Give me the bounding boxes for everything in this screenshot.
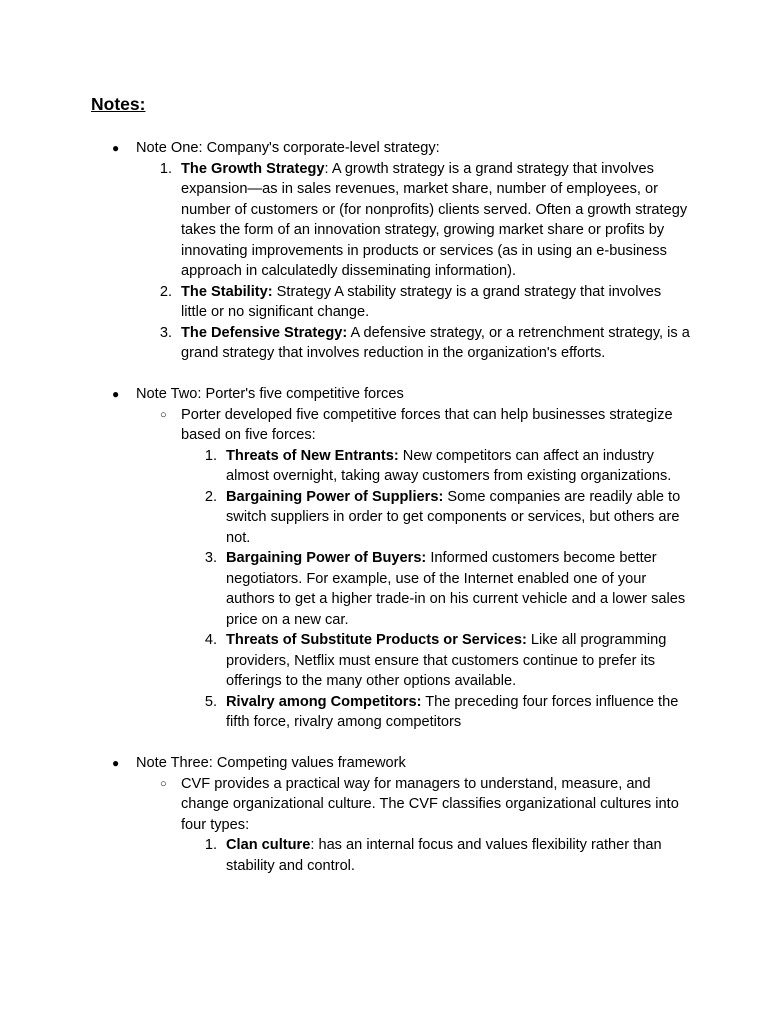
item-text: : A growth strategy is a grand strategy that involves expansion—as in sales revenues, market share, number of employees, or number of customers or (for nonprofits) clients served. Often a growth strategy takes the form of an innovation strategy, growing market share or profits by innovating improvements in products or services (as in using an e-business approach in calculatedly disseminating information). [181, 160, 688, 279]
list-number: 5. [204, 693, 217, 710]
strategy-list [136, 159, 691, 364]
item-text: Like all programming providers, Netflix must ensure that customers continue to prefer its offerings to the many other options available. [226, 632, 667, 689]
item-text: A defensive strategy, or a retrenchment strategy, is a grand strategy that involves reduction in the organization's efforts. [181, 324, 690, 361]
bullet-disc-icon: ● [112, 756, 120, 770]
note-title: Note One: Company's corporate-level strategy: [136, 140, 440, 156]
list-item [181, 548, 691, 630]
list-number: 1. [159, 160, 172, 177]
list-number: 3. [204, 550, 217, 566]
item-text: Strategy A stability strategy is a grand strategy that involves little or no significant change. [181, 283, 662, 320]
list-item [181, 487, 691, 549]
list-number: 1. [204, 447, 217, 464]
item-term: Clan culture [226, 837, 311, 853]
bullet-circle-icon: ○ [160, 408, 167, 421]
list-item [136, 282, 691, 323]
list-number: 4. [204, 632, 217, 648]
list-item [181, 692, 691, 733]
item-term: Threats of Substitute Products or Services: [226, 632, 527, 648]
sub-item [136, 405, 691, 733]
forces-list [181, 446, 691, 733]
item-term: The Defensive Strategy: [181, 324, 348, 341]
bullet-disc-icon: ● [112, 141, 120, 155]
bullet-circle-icon: ○ [160, 777, 167, 790]
note-two [91, 384, 691, 733]
list-item [181, 446, 691, 487]
item-term: Rivalry among Competitors: [226, 693, 422, 710]
list-number: 2. [159, 283, 172, 300]
item-text: Informed customers become better negotiators. For example, use of the Internet enabled one of your authors to get a higher trade-in on his current vehicle and a lower sales price on a new car. [226, 550, 686, 628]
note-one [91, 138, 691, 364]
item-text: New competitors can affect an industry almost overnight, taking away customers from existing organizations. [226, 447, 672, 484]
sub-item-text: CVF provides a practical way for managers to understand, measure, and change organizational culture. The CVF classifies organizational cultures into four types: [181, 775, 679, 833]
list-number: 1. [204, 837, 217, 853]
culture-list [181, 835, 691, 876]
note-title: Note Two: Porter's five competitive forces [136, 386, 404, 402]
item-term: The Stability: [181, 283, 273, 300]
sub-list [136, 405, 691, 733]
sub-item-text: Porter developed five competitive forces that can help businesses strategize based on five forces: [181, 406, 673, 443]
sub-item [136, 774, 691, 877]
item-text: Some companies are readily able to switch suppliers in order to get components or services, but others are not. [226, 488, 681, 546]
list-number: 3. [159, 324, 172, 341]
list-number: 2. [204, 488, 217, 505]
sub-list [136, 774, 691, 877]
list-item [181, 630, 691, 692]
note-title: Note Three: Competing values framework [136, 755, 406, 771]
item-term: Bargaining Power of Suppliers: [226, 488, 444, 505]
item-text: The preceding four forces influence the fifth force, rivalry among competitors [226, 693, 679, 730]
item-text: : has an internal focus and values flexibility rather than stability and control. [226, 837, 662, 874]
document-page [91, 92, 691, 876]
item-term: The Growth Strategy [181, 160, 325, 177]
item-term: Bargaining Power of Buyers: [226, 550, 427, 566]
list-item [181, 835, 691, 876]
note-three [91, 753, 691, 876]
item-term: Threats of New Entrants: [226, 447, 399, 464]
list-item [136, 159, 691, 282]
list-item [136, 323, 691, 364]
page-heading: Notes: [91, 94, 146, 114]
bullet-disc-icon: ● [112, 387, 120, 401]
notes-list [91, 138, 691, 876]
